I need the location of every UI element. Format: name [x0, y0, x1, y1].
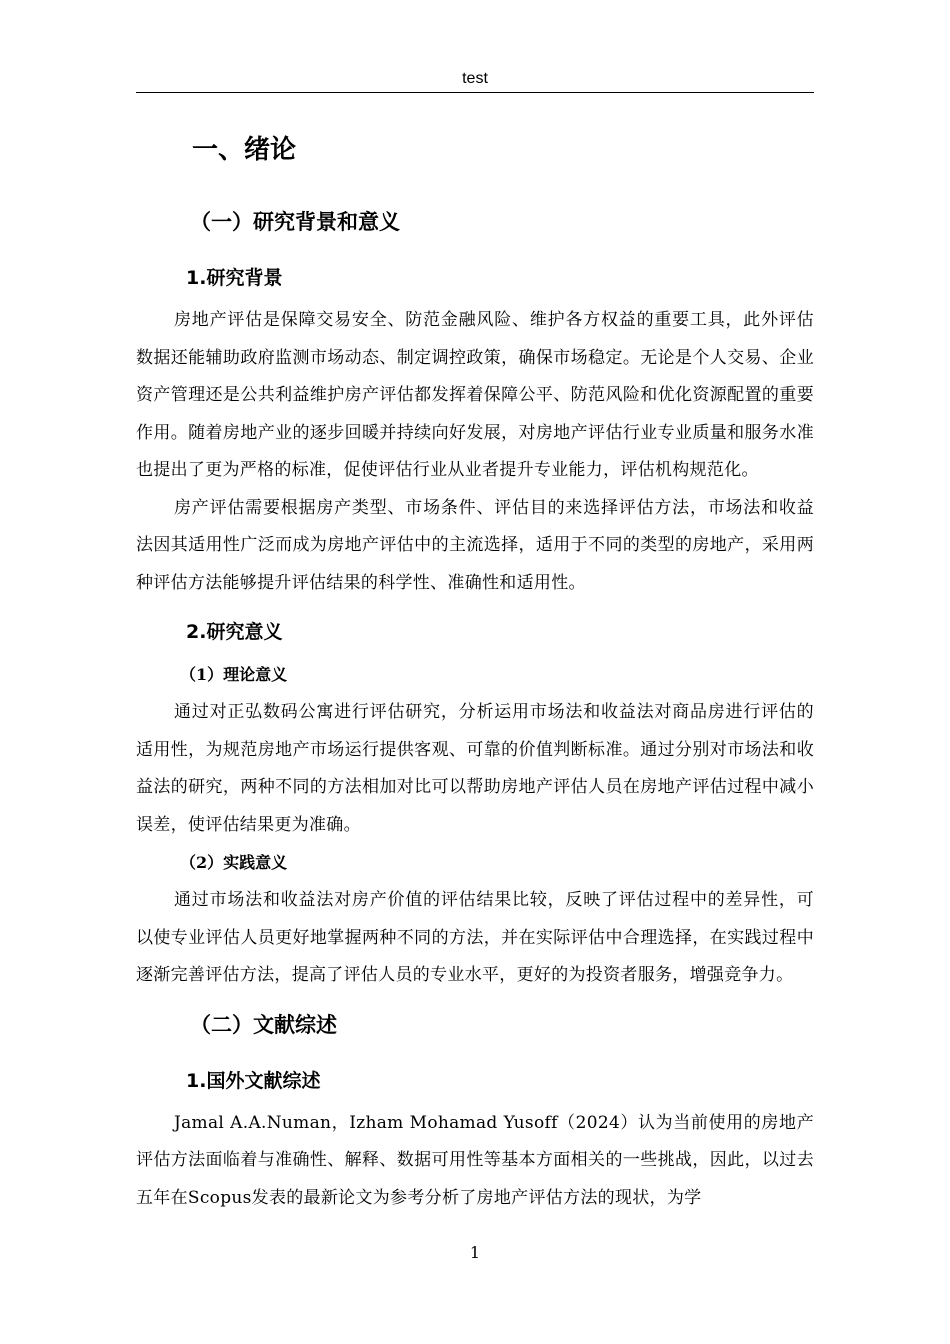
section-title-background: （一）研究背景和意义	[190, 210, 400, 234]
item-title-practice: （2）实践意义	[180, 853, 288, 872]
subsection-title-foreign-literature: 1.国外文献综述	[186, 1069, 321, 1092]
paragraph-theory: 通过对正弘数码公寓进行评估研究，分析运用市场法和收益法对商品房进行评估的适用性，为规范房地产市场运行提供客观、可靠的价值判断标准。通过分别对市场法和收益法的研究，两种不同的方法相加对比可以帮助房地产评估人员在房地产评估过程中减小误差，使评估结果更为准确。	[136, 702, 814, 835]
paragraph-practice: 通过市场法和收益法对房产价值的评估结果比较，反映了评估过程中的差异性，可以使专业评估人员更好地掌握两种不同的方法，并在实际评估中合理选择，在实践过程中逐渐完善评估方法，提高了评估人员的专业水平，更好的为投资者服务，增强竞争力。	[136, 890, 814, 985]
page-content	[136, 126, 814, 1217]
paragraph-background-2: 房产评估需要根据房产类型、市场条件、评估目的来选择评估方法，市场法和收益法因其适用性广泛而成为房地产评估中的主流选择，适用于不同的类型的房地产，采用两种评估方法能够提升评估结果的科学性、准确性和适用性。	[136, 497, 814, 593]
section-title-literature: （二）文献综述	[190, 1012, 337, 1037]
subsection-title-background: 1.研究背景	[186, 267, 283, 289]
paragraph-literature-1: Jamal A.A.Numan，Izham Mohamad Yusoff（2024）认为当前使用的房地产评估方法面临着与准确性、解释、数据可用性等基本方面相关的一些挑战，因此，以过去五年在Scopus发表的最新论文为参考分析了房地产评估方法的现状，为学	[136, 1112, 814, 1208]
subsection-title-significance: 2.研究意义	[186, 621, 283, 643]
chapter-title: 一、绪论	[192, 135, 297, 165]
paragraph-background-1: 房地产评估是保障交易安全、防范金融风险、维护各方权益的重要工具，此外评估数据还能辅助政府监测市场动态、制定调控政策，确保市场稳定。无论是个人交易、企业资产管理还是公共利益维护房产评估都发挥着保障公平、防范风险和优化资源配置的重要作用。随着房地产业的逐步回暖并持续向好发展，对房地产评估行业专业质量和服务水准也提出了更为严格的标准，促使评估行业从业者提升专业能力，评估机构规范化。	[136, 310, 814, 480]
header-rule	[136, 92, 814, 93]
page-header: test	[462, 70, 488, 87]
page-number: 1	[469, 1243, 481, 1262]
item-title-theory: （1）理论意义	[180, 665, 288, 684]
